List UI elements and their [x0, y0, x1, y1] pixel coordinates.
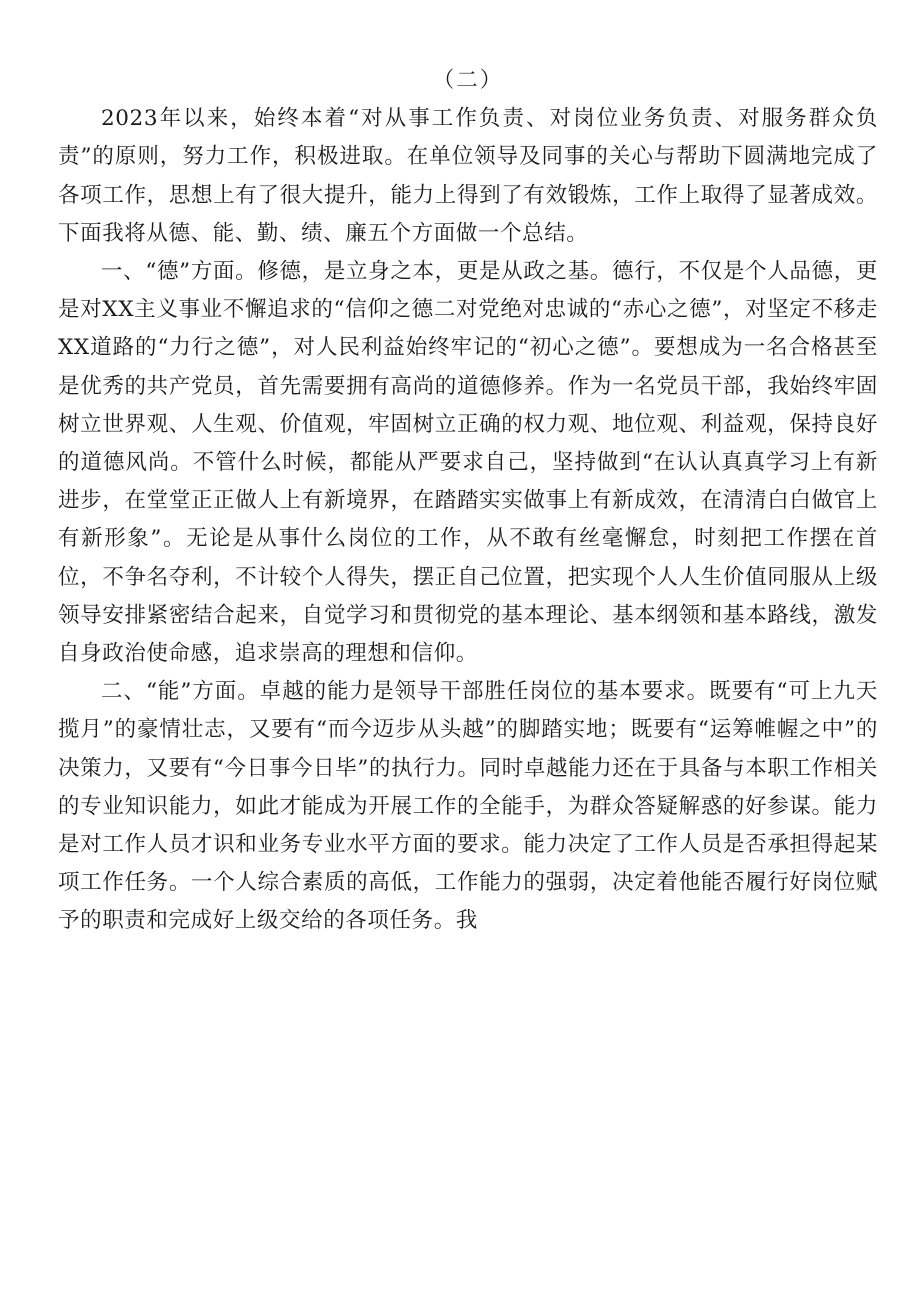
- document-page: [58, 62, 878, 941]
- paragraph-virtue: 一、“德”方面。修德，是立身之本，更是从政之基。德行，不仅是个人品德，更是对XX主义事业不懈追求的“信仰之德二对党绝对忠诚的“赤心之德”，对坚定不移走XX道路的“力行之德”，对人民利益始终牢记的“初心之德”。要想成为一名合格甚至是优秀的共产党员，首先需要拥有高尚的道德修养。作为一名党员干部，我始终牢固树立世界观、人生观、价值观，牢固树立正确的权力观、地位观、利益观，保持良好的道德风尚。不管什么时候，都能从严要求自己，坚持做到“在认认真真学习上有新进步，在堂堂正正做人上有新境界，在踏踏实实做事上有新成效，在清清白白做官上有新形象”。无论是从事什么岗位的工作，从不敢有丝毫懈怠，时刻把工作摆在首位，不争名夺利，不计较个人得失，摆正自己位置，把实现个人人生价值同服从上级领导安排紧密结合起来，自觉学习和贯彻党的基本理论、基本纲领和基本路线，激发自身政治使命感，追求崇高的理想和信仰。: [58, 259, 878, 667]
- section-heading: （二）: [432, 68, 504, 93]
- paragraph-ability: 二、“能”方面。卓越的能力是领导干部胜任岗位的基本要求。既要有“可上九天揽月”的豪情壮志，又要有“而今迈步从头越”的脚踏实地；既要有“运筹帷幄之中”的决策力，又要有“今日事今日毕”的执行力。同时卓越能力还在于具备与本职工作相关的专业知识能力，如此才能成为开展工作的全能手，为群众答疑解惑的好参谋。能力是对工作人员才识和业务专业水平方面的要求。能力决定了工作人员是否承担得起某项工作任务。一个人综合素质的高低，工作能力的强弱，决定着他能否履行好岗位赋予的职责和完成好上级交给的各项任务。我: [58, 679, 878, 934]
- paragraph-intro: 2023年以来，始终本着“对从事工作负责、对岗位业务负责、对服务群众负责”的原则，努力工作，积极进取。在单位领导及同事的关心与帮助下圆满地完成了各项工作，思想上有了很大提升，能力上得到了有效锻炼，工作上取得了显著成效。下面我将从德、能、勤、绩、廉五个方面做一个总结。: [58, 106, 878, 246]
